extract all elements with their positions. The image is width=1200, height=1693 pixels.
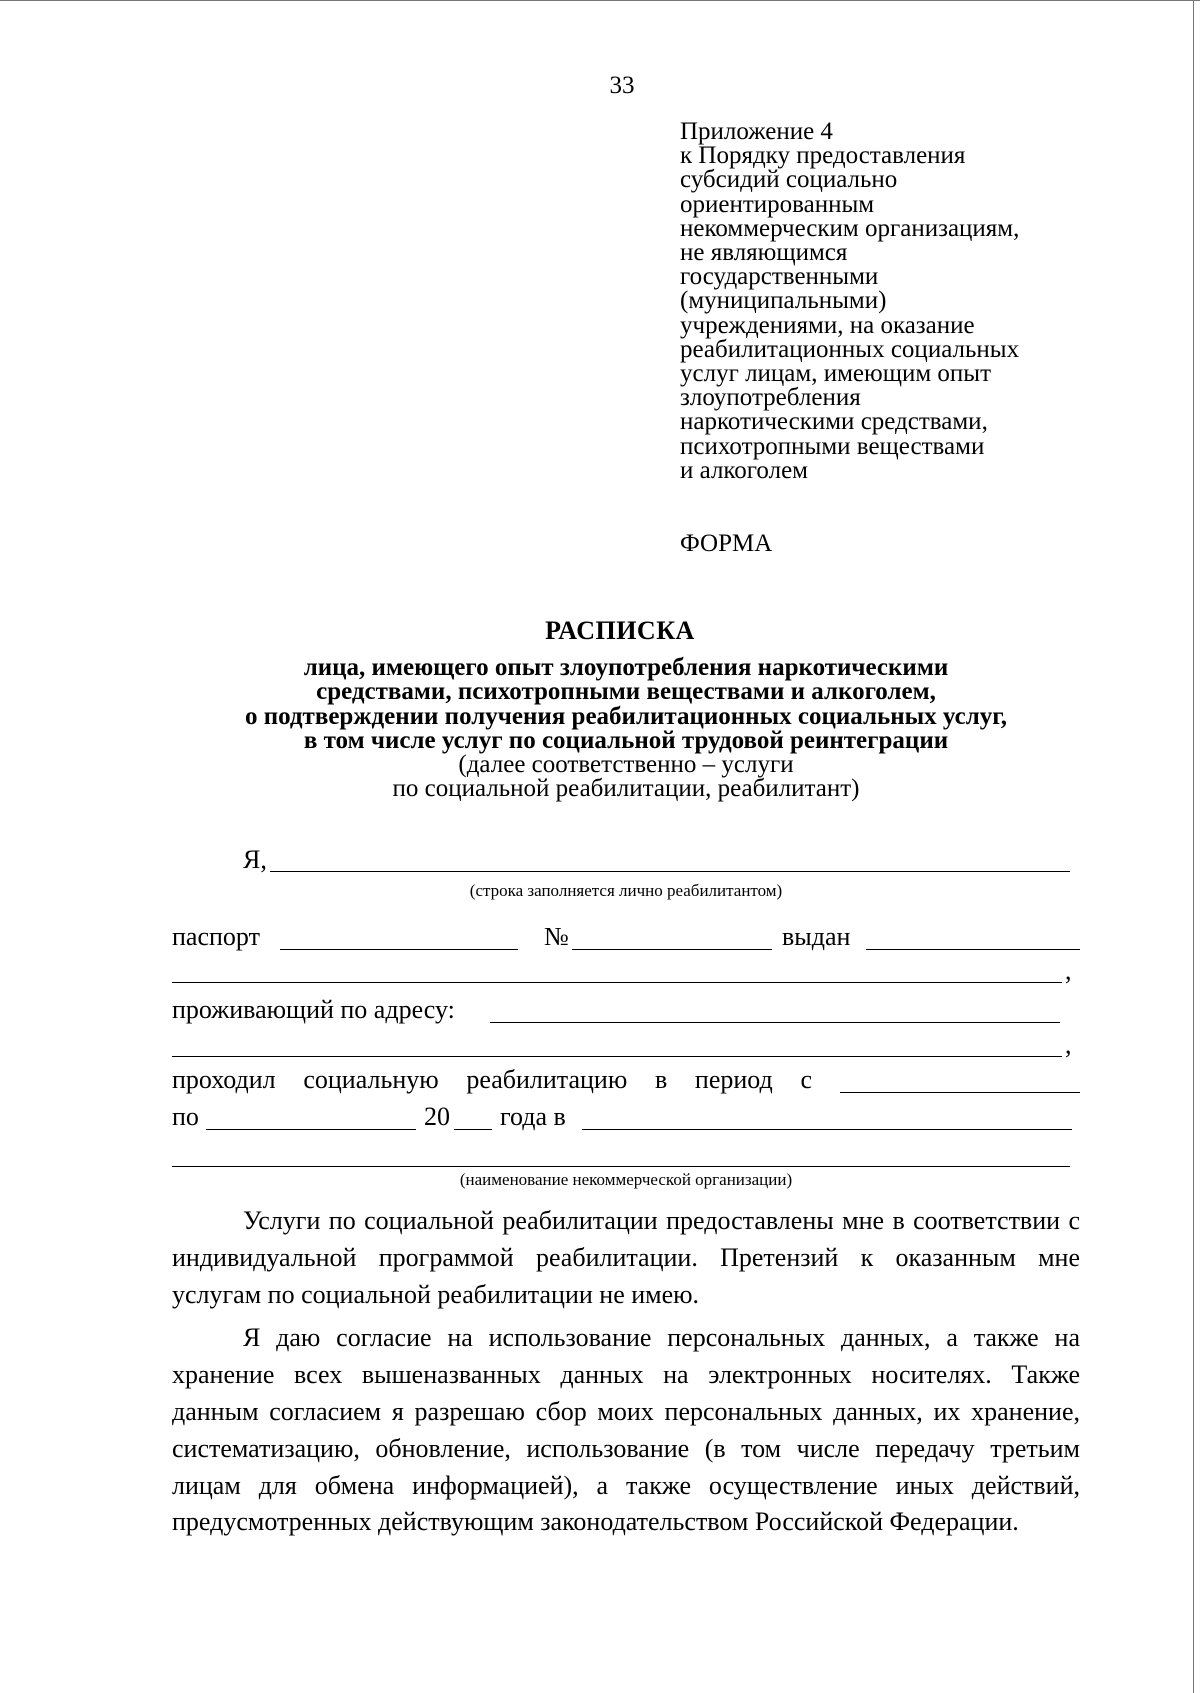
appendix-line: к Порядку предоставления <box>680 142 966 170</box>
page-number: 33 <box>609 72 635 99</box>
appendix-line: учреждениями, на оказание <box>680 311 975 339</box>
appendix-line: (муниципальными) <box>680 287 887 315</box>
subtitle-line: средствами, психотропными веществами и алкоголем, <box>316 678 936 706</box>
rehab-period-text <box>172 1065 812 1095</box>
appendix-line: наркотическими средствами, <box>680 408 988 436</box>
appendix-line: Приложение 4 <box>680 118 833 145</box>
subtitle-line: (далее соответственно – услуги <box>458 751 794 779</box>
organization-line[interactable] <box>582 1129 1072 1130</box>
body-text <box>172 1203 1080 1541</box>
appendix-line: и алкоголем <box>680 456 808 484</box>
ya-label: Я, <box>243 845 267 874</box>
subtitle-line: по социальной реабилитации, реабилитант) <box>392 775 860 803</box>
period-end-line[interactable] <box>206 1129 416 1130</box>
appendix-line: субсидий социально <box>680 166 898 194</box>
paragraph-consent: Я даю согласие на использование персональных данных, а также на хранение всех вышеназванных данных на электронных носителях. Также данным согласием я разрешаю сбор моих персональных данных, их хранение, систематизацию, обновление, использование (в том числе передачу третьим лицам для обмена информацией), а также осуществление иных действий, предусмотренных действующим законодательством Российской Федерации. <box>172 1323 1080 1537</box>
appendix-line: психотропными веществами <box>680 432 985 460</box>
number-label: № <box>544 922 569 951</box>
name-field-line[interactable] <box>270 871 1070 872</box>
page-edge-right <box>1193 0 1194 1693</box>
appendix-line: услуг лицам, имеющим опыт <box>680 360 991 388</box>
appendix-line: государственными <box>680 263 879 291</box>
passport-number-line[interactable] <box>572 949 772 950</box>
organization-hint: (наименование некоммерческой организации) <box>459 1170 793 1189</box>
address-line[interactable] <box>490 1022 1060 1023</box>
issued-by-line-2[interactable] <box>172 982 1062 983</box>
rehab-word: социальную <box>303 1065 439 1094</box>
address-label: проживающий по адресу: <box>172 995 455 1024</box>
appendix-line: ориентированным <box>680 190 875 218</box>
rehab-word: проходил <box>172 1065 276 1094</box>
passport-label: паспорт <box>172 922 260 951</box>
subtitle-line: в том числе услуг по социальной трудовой реинтеграции <box>303 726 949 754</box>
to-label: по <box>172 1102 199 1131</box>
passport-series-line[interactable] <box>280 949 518 950</box>
comma-mark: , <box>1065 1030 1072 1059</box>
appendix-line: реабилитационных социальных <box>680 335 1020 363</box>
form-label: ФОРМА <box>680 530 773 557</box>
comma-mark: , <box>1065 956 1072 985</box>
year-label: года в <box>500 1102 566 1131</box>
rehab-word: период <box>694 1065 773 1094</box>
address-line-2[interactable] <box>172 1056 1062 1057</box>
appendix-line: не являющимся <box>680 239 848 267</box>
subtitle-line: лица, имеющего опыт злоупотребления наркотическими <box>303 654 949 681</box>
document-subtitle <box>0 656 1200 802</box>
rehab-word: в <box>654 1065 668 1094</box>
document-title: РАСПИСКА <box>545 616 695 645</box>
appendix-line: злоупотребления <box>680 384 861 412</box>
page-edge-top <box>0 0 1200 1</box>
rehab-word: реабилитацию <box>466 1065 628 1094</box>
issued-label: выдан <box>782 922 851 951</box>
appendix-header <box>680 120 1120 483</box>
year-prefix: 20 <box>424 1102 450 1131</box>
issued-by-line[interactable] <box>866 949 1080 950</box>
paragraph-services: Услуги по социальной реабилитации предоставлены мне в соответствии с индивидуальной программой реабилитации. Претензий к оказанным мне услугам по социальной реабилитации не имею. <box>172 1206 1080 1309</box>
organization-line-2[interactable] <box>172 1166 1070 1167</box>
year-line[interactable] <box>454 1129 492 1130</box>
name-field-hint: (строка заполняется лично реабилитантом) <box>469 881 783 900</box>
subtitle-line: о подтверждении получения реабилитационных социальных услуг, <box>244 702 1008 730</box>
rehab-word: с <box>800 1065 812 1094</box>
period-start-line[interactable] <box>840 1092 1080 1093</box>
appendix-line: некоммерческим организациям, <box>680 214 1020 242</box>
